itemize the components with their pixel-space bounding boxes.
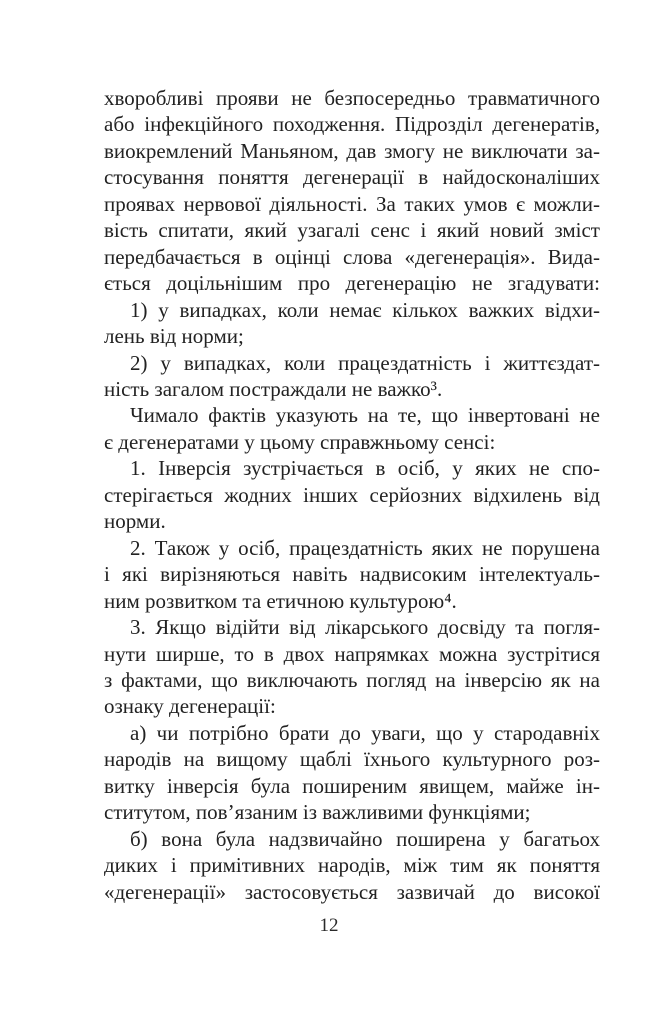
text-line: диких і примітивних народів, між тим як поняття: [104, 853, 600, 878]
text-line: 1) у випадках, коли немає кількох важких відхи-: [130, 297, 600, 322]
text-line: 2) у випадках, коли працездатність і життєздат-: [130, 350, 600, 375]
text-line: ність загалом постраждали не важко³.: [104, 376, 443, 401]
text-line: ознаку дегенерації:: [104, 694, 276, 719]
text-line: нути ширше, то в двох напрямках можна зустрітися: [104, 641, 600, 666]
text-line: 2. Також у осіб, працездатність яких не порушена: [130, 535, 600, 560]
text-line: ститутом, пов’язаним із важливими функціями;: [104, 800, 531, 825]
text-line: проявах нервової діяльності. За таких умов є можли-: [104, 191, 600, 216]
text-line: хворобливі прояви не безпосередньо травматичного: [104, 86, 600, 110]
text-line: ється доцільнішим про дегенерацію не згадувати:: [104, 271, 600, 296]
text-line: 1. Інверсія зустрічається в осіб, у яких не спо-: [130, 456, 600, 481]
text-line: витку інверсія була поширеним явищем, майже ін-: [104, 773, 600, 798]
text-line: стосування поняття дегенерації в найдосконаліших: [104, 165, 600, 190]
text-line: б) вона була надзвичайно поширена у багатьох: [130, 826, 600, 851]
text-line: народів на вищому щаблі їхнього культурного роз-: [104, 747, 600, 772]
text-line: виокремлений Маньяном, дав змогу не виключати за-: [104, 138, 600, 163]
paragraph: [104, 85, 600, 297]
text-line: стерігається жодних інших серйозних відхилень від: [104, 482, 600, 507]
text-line: з фактами, що виключають погляд на інверсію як на: [104, 667, 600, 692]
text-line: норми.: [104, 509, 166, 534]
paragraph: [104, 826, 600, 905]
paragraph: [104, 720, 600, 826]
paragraph: [104, 402, 600, 455]
text-line: ним розвитком та етичною культурою⁴.: [104, 588, 457, 613]
text-line: а) чи потрібно брати до уваги, що у стародавніх: [130, 720, 600, 745]
text-line: Чимало фактів указують на те, що інвертовані не: [130, 403, 600, 428]
text-line: є дегенератами у цьому справжньому сенсі:: [104, 429, 496, 454]
text-line: і які вирізняються навіть надвисоким інтелектуаль-: [104, 562, 600, 587]
text-line: «дегенерації» застосовується зазвичай до високої: [104, 879, 600, 904]
paragraph: [104, 535, 600, 614]
paragraph: [104, 455, 600, 534]
text-line: або інфекційного походження. Підрозділ дегенератів,: [104, 112, 600, 137]
body-text: [104, 85, 600, 905]
text-line: вість спитати, який узагалі сенс і який новий зміст: [104, 218, 600, 243]
text-line: лень від норми;: [104, 324, 244, 349]
text-line: передбачається в оцінці слова «дегенерація». Вида-: [104, 244, 600, 269]
text-line: 3. Якщо відійти від лікарського досвіду та погля-: [130, 615, 600, 640]
paragraph: [104, 297, 600, 350]
paragraph: [104, 350, 600, 403]
page-number: 12: [319, 915, 339, 936]
paragraph: [104, 614, 600, 720]
